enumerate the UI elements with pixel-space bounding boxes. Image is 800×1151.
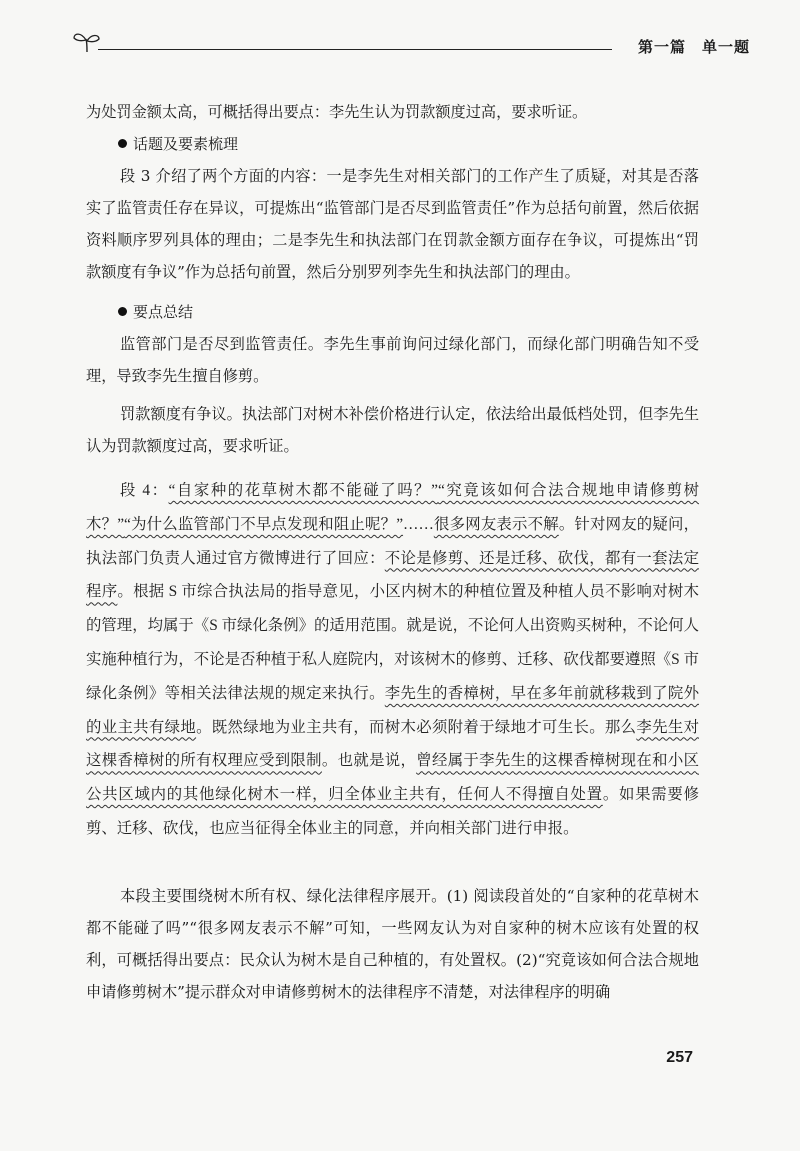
paragraph-2: 段 3 介绍了两个方面的内容：一是李先生对相关部门的工作产生了质疑，对其是否落实了监管责任存在异议，可提炼出“监管部门是否尽到监管责任”作为总括句前置，然后依据资料顺序罗列具体的理由；二是李先生和执法部门在罚款金额方面存在争议，可提炼出“罚款额度有争议”作为总括句前置，然后分别罗列李先生和执法部门的理由。 [86, 167, 699, 281]
excerpt-label: 段 4： [120, 482, 169, 499]
excerpt-text: 。如果需要修剪、迁移、砍伐，也应当征得全体业主的同意，并向相关部门进行申报。 [86, 786, 699, 837]
page-number: 257 [666, 1049, 693, 1066]
underlined-quote: “究竟该如何合法合规地申请修剪树木？” [86, 482, 699, 533]
underlined-quote: 李先生对这棵香樟树的所有权理应受到限制 [86, 718, 699, 770]
page-header [72, 30, 772, 70]
underlined-quote: 不论是修剪、还是迁移、砍伐，都有一套法定程序 [86, 549, 699, 601]
paragraph-3: 监管部门是否尽到监管责任。李先生事前询问过绿化部门，而绿化部门明确告知不受理，导致李先生擅自修剪。 [86, 335, 699, 385]
section-heading-summary [118, 296, 193, 328]
excerpt-text: 。既然绿地为业主共有，而树木必须附着于绿地才可生长。那么 [196, 718, 637, 736]
bullet-dot-icon [118, 139, 127, 148]
excerpt-text: 。针对网友的疑问，执法部门负责人通过官方微博进行了回应： [86, 515, 699, 567]
paragraph-1: 为处罚金额太高，可概括得出要点：李先生认为罚款额度过高，要求听证。 [86, 103, 588, 121]
paragraph-4: 罚款额度有争议。执法部门对树木补偿价格进行认定，依法给出最低档处罚，但李先生认为罚款额度过高，要求听证。 [86, 405, 699, 455]
section-heading-label: 要点总结 [133, 303, 194, 321]
section-heading-label: 话题及要素梳理 [133, 135, 239, 153]
underlined-quote: 曾经属于李先生的这棵香樟树现在和小区公共区域内的其他绿化树木一样，归全体业主共有，任何人不得擅自处置 [86, 752, 699, 804]
excerpt-text: 。根据 S 市综合执法局的指导意见，小区内树木的种植位置及种植人员不影响对树木的管理，均属于《S 市绿化条例》的适用范围。就是说，不论何人出资购买树种，不论何人实施种植行为，不论是否种植于私人庭院内，对该树木的修剪、迁移、砍伐都要遵照《S 市绿化条例》等相关法律法规的规定来执行。 [86, 583, 699, 702]
bullet-dot-icon [118, 307, 127, 316]
underlined-quote: 李先生的香樟树，早在多年前就移栽到了院外的业主共有绿地 [86, 684, 699, 736]
section-heading-topics [118, 128, 238, 160]
paragraph-5: 本段主要围绕树木所有权、绿化法律程序展开。(1) 阅读段首处的“自家种的花草树木都不能碰了吗”“很多网友表示不解”可知，一些网友认为对自家种的树木应该有处置的权利，可概括得出要点：民众认为树木是自己种植的，有处置权。(2)“究竟该如何合法合规地申请修剪树木”提示群众对申请修剪树木的法律程序不清楚，对法律程序的明确 [86, 887, 699, 1001]
header-rule [98, 49, 612, 50]
scanned-excerpt [86, 474, 699, 846]
sprout-icon [72, 30, 102, 58]
underlined-quote: “为什么监管部门不早点发现和阻止呢？” [124, 515, 404, 533]
underlined-quote: 很多网友表示不解 [433, 515, 559, 533]
excerpt-text: 。也就是说， [321, 752, 417, 770]
running-head: 第一篇 单一题 [637, 38, 750, 56]
underlined-quote: “自家种的花草树木都不能碰了吗？” [168, 482, 438, 499]
excerpt-text: …… [403, 515, 434, 533]
